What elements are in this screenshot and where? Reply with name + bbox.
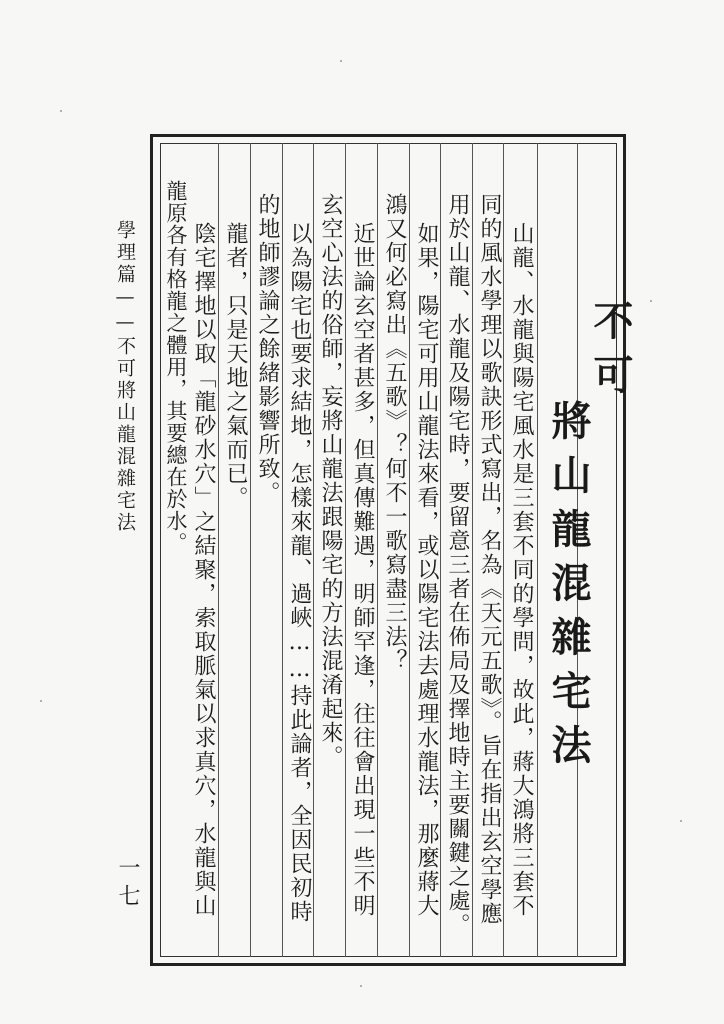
scan-speck xyxy=(360,985,362,987)
text-column: 龍原各有格龍之體用，其要總在於水。 xyxy=(164,180,188,554)
column-rule xyxy=(345,143,346,957)
text-column: 的地師謬論之餘緒影響所致。 xyxy=(255,193,280,505)
column-rule xyxy=(472,143,473,957)
column-rule xyxy=(377,143,378,957)
text-column: 龍者，只是天地之氣而已。 xyxy=(223,222,248,510)
column-rule xyxy=(537,143,538,957)
column-rule xyxy=(218,143,219,957)
text-column: 以為陽宅也要求結地，怎樣來龍、過峽……持此論者，全因民初時 xyxy=(287,222,312,924)
text-column: 同的風水學理以歌訣形式寫出，名為《天元五歌》。旨在指出玄空學應 xyxy=(477,193,502,926)
text-column: 近世論玄空者甚多，但真傳難遇，明師罕逢，往往會出現一些不明 xyxy=(350,222,375,918)
text-column: 用於山龍、水龍及陽宅時，要留意三者在佈局及擇地時主要關鍵之處。 xyxy=(445,193,470,937)
column-rule xyxy=(250,143,251,957)
column-rule xyxy=(282,143,283,957)
scan-speck xyxy=(40,700,42,702)
title-line-2: 將山龍混雜宅法 xyxy=(545,400,592,778)
scan-speck xyxy=(680,820,682,822)
scan-speck xyxy=(60,110,62,112)
text-column: 山龍、水龍與陽宅風水是三套不同的學問，故此，蔣大鴻將三套不 xyxy=(509,222,534,918)
scan-speck xyxy=(650,300,652,302)
text-column: 如果，陽宅可用山龍法來看，或以陽宅法去處理水龍法，那麼蔣大 xyxy=(414,222,439,918)
text-column: 陰宅擇地以取「龍砂水穴」之結聚，索取脈氣以求真穴，水龍與山 xyxy=(191,222,216,918)
title-line-1: 不可 xyxy=(587,300,634,408)
running-header: 學理篇——不可將山龍混雜宅法 xyxy=(114,220,136,534)
text-column: 玄空心法的俗師，妄將山龍法跟陽宅的方法混淆起來。 xyxy=(318,193,343,769)
page-number: 一七 xyxy=(115,856,140,912)
column-rule xyxy=(409,143,410,957)
text-column: 鴻又何必寫出《五歌》？何不一歌寫盡三法？ xyxy=(382,193,407,673)
scan-speck xyxy=(340,60,342,62)
